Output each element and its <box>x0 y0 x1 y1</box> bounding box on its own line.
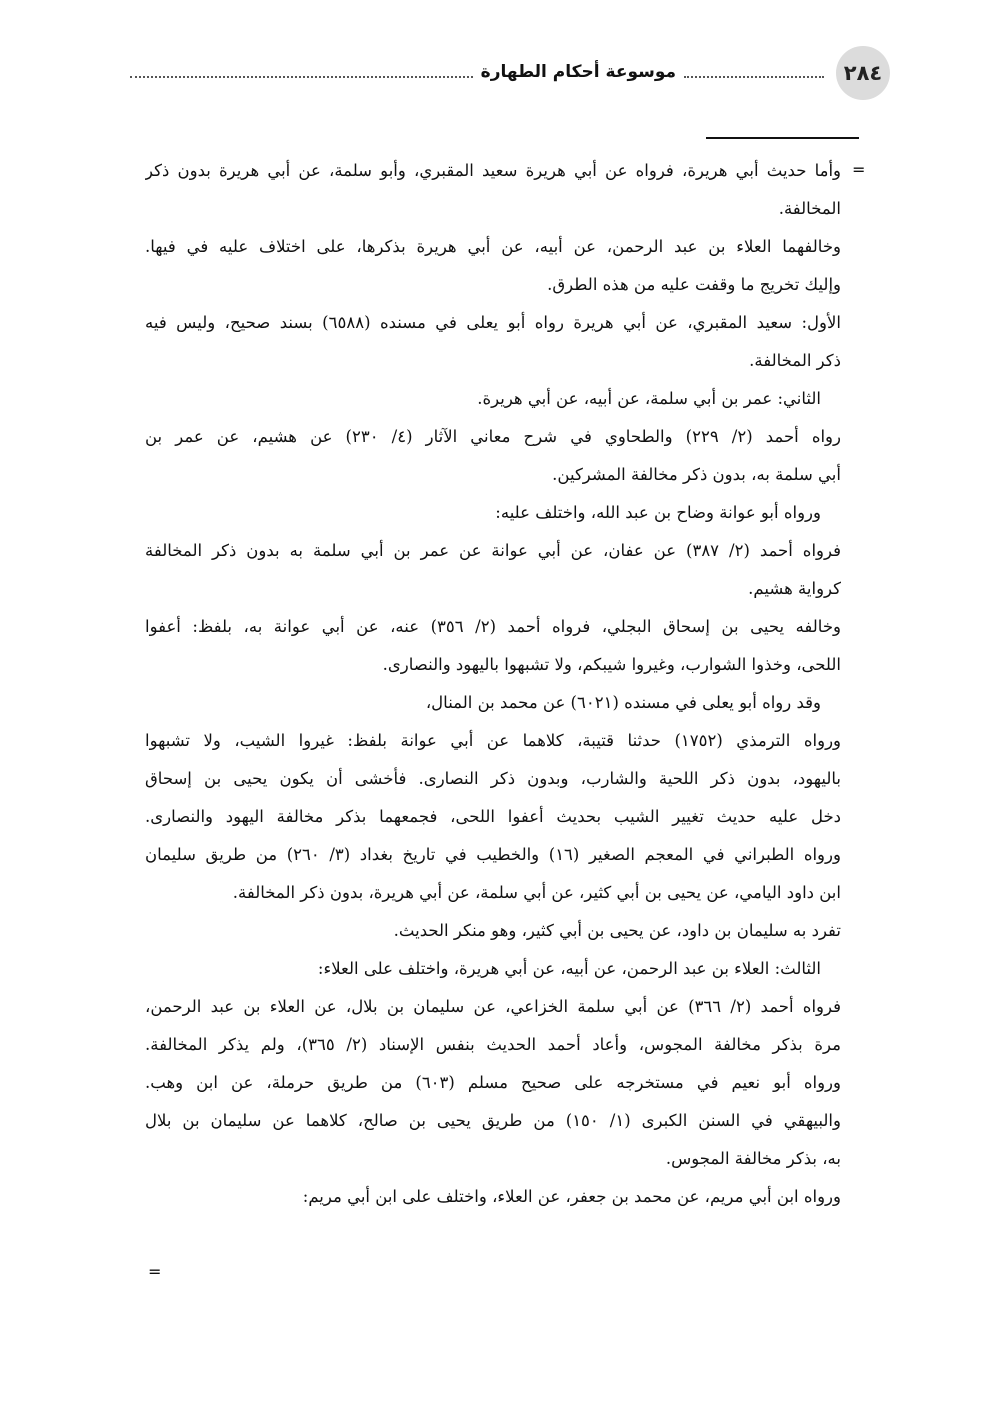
text-line: ورواه أبو نعيم في مستخرجه على صحيح مسلم (٦٠٣) من طريق حرملة، عن ابن وهب. <box>145 1073 841 1092</box>
text-line: فرواه أحمد (٢/ ٣٨٧) عن عفان، عن أبي عوانة عن عمر بن أبي سلمة به بدون ذكر المخالفة <box>145 541 841 560</box>
footnote-text <box>145 154 841 1218</box>
text-line: كرواية هشيم. <box>748 579 841 598</box>
text-line: الأول: سعيد المقبري، عن أبي هريرة رواه أبو يعلى في مسنده (٦٥٨٨) بسند صحيح، وليس فيه <box>145 313 841 332</box>
dotted-leader <box>684 76 824 78</box>
footnote-separator <box>706 137 859 139</box>
text-line: اللحى، وخذوا الشوارب، وغيروا شيبكم، ولا تشبهوا باليهود والنصارى. <box>382 655 841 674</box>
text-line: رواه أحمد (٢/ ٢٢٩) والطحاوي في شرح معاني الآثار (٤/ ٢٣٠) عن هشيم، عن عمر بن <box>145 427 841 446</box>
text-line: تفرد به سليمان بن داود، عن يحيى بن أبي كثير، وهو منكر الحديث. <box>393 921 841 940</box>
text-line: وخالفهما العلاء بن عبد الرحمن، عن أبيه، عن أبي هريرة بذكرها، على اختلاف عليه في فيها. <box>145 237 841 256</box>
text-line: وأما حديث أبي هريرة، فرواه عن أبي هريرة سعيد المقبري، وأبو سلمة، عن أبي هريرة بدون ذكر <box>145 161 841 180</box>
dotted-leader <box>130 76 473 78</box>
text-line: ابن داود اليامي، عن يحيى بن أبي كثير، عن أبي سلمة، عن أبي هريرة، بدون ذكر المخالفة. <box>232 883 841 902</box>
text-line: ذكر المخالفة. <box>749 351 841 370</box>
text-line: المخالفة. <box>778 199 841 218</box>
text-line: ورواه أبو عوانة وضاح بن عبد الله، واختلف عليه: <box>495 503 821 522</box>
text-line: دخل عليه حديث تغيير الشيب بحديث أعفوا اللحى، فجمعهما بذكر مخالفة اليهود والنصارى. <box>145 807 841 826</box>
page-number: ٢٨٤ <box>836 46 890 100</box>
text-line: والبيهقي في السنن الكبرى (١/ ١٥٠) من طريق يحيى بن صالح، كلاهما عن سليمان بن بلال <box>145 1111 841 1130</box>
text-line: الثاني: عمر بن أبي سلمة، عن أبيه، عن أبي هريرة. <box>477 389 821 408</box>
text-line: الثالث: العلاء بن عبد الرحمن، عن أبيه، عن أبي هريرة، واختلف على العلاء: <box>317 959 821 978</box>
header-title-row <box>130 62 824 82</box>
text-line: باليهود، بدون ذكر اللحية والشارب، وبدون ذكر النصارى. فأخشى أن يكون يحيى بن إسحاق <box>145 769 841 788</box>
text-line: وخالفه يحيى بن إسحاق البجلي، فرواه أحمد (٢/ ٣٥٦) عنه، عن أبي عوانة به، بلفظ: أعفوا <box>145 617 841 636</box>
text-line: مرة بذكر مخالفة المجوس، وأعاد أحمد الحديث بنفس الإسناد (٢/ ٣٦٥)، ولم يذكر المخالفة. <box>145 1035 841 1054</box>
continuation-marker-end: = <box>148 1262 162 1281</box>
text-line: فرواه أحمد (٢/ ٣٦٦) عن أبي سلمة الخزاعي، عن سليمان بن بلال، عن العلاء بن عبد الرحمن، <box>145 997 841 1016</box>
text-line: به، بذكر مخالفة المجوس. <box>665 1149 841 1168</box>
book-title: موسوعة أحكام الطهارة <box>480 62 676 82</box>
text-line: أبي سلمة به، بدون ذكر مخالفة المشركين. <box>552 465 841 484</box>
text-line: وإليك تخريج ما وقفت عليه من هذه الطرق. <box>547 275 841 294</box>
text-line: ورواه ابن أبي مريم، عن محمد بن جعفر، عن العلاء، واختلف على ابن أبي مريم: <box>302 1187 841 1206</box>
text-line: وقد رواه أبو يعلى في مسنده (٦٠٢١) عن محمد بن المنال، <box>425 693 821 712</box>
continuation-marker-start: = <box>852 160 866 179</box>
text-line: ورواه الترمذي (١٧٥٢) حدثنا قتيبة، كلاهما عن أبي عوانة بلفظ: غيروا الشيب، ولا تشبهوا <box>145 731 841 750</box>
text-line: ورواه الطبراني في المعجم الصغير (١٦) والخطيب في تاريخ بغداد (٣/ ٢٦٠) من طريق سليمان <box>145 845 841 864</box>
running-header <box>130 46 890 98</box>
